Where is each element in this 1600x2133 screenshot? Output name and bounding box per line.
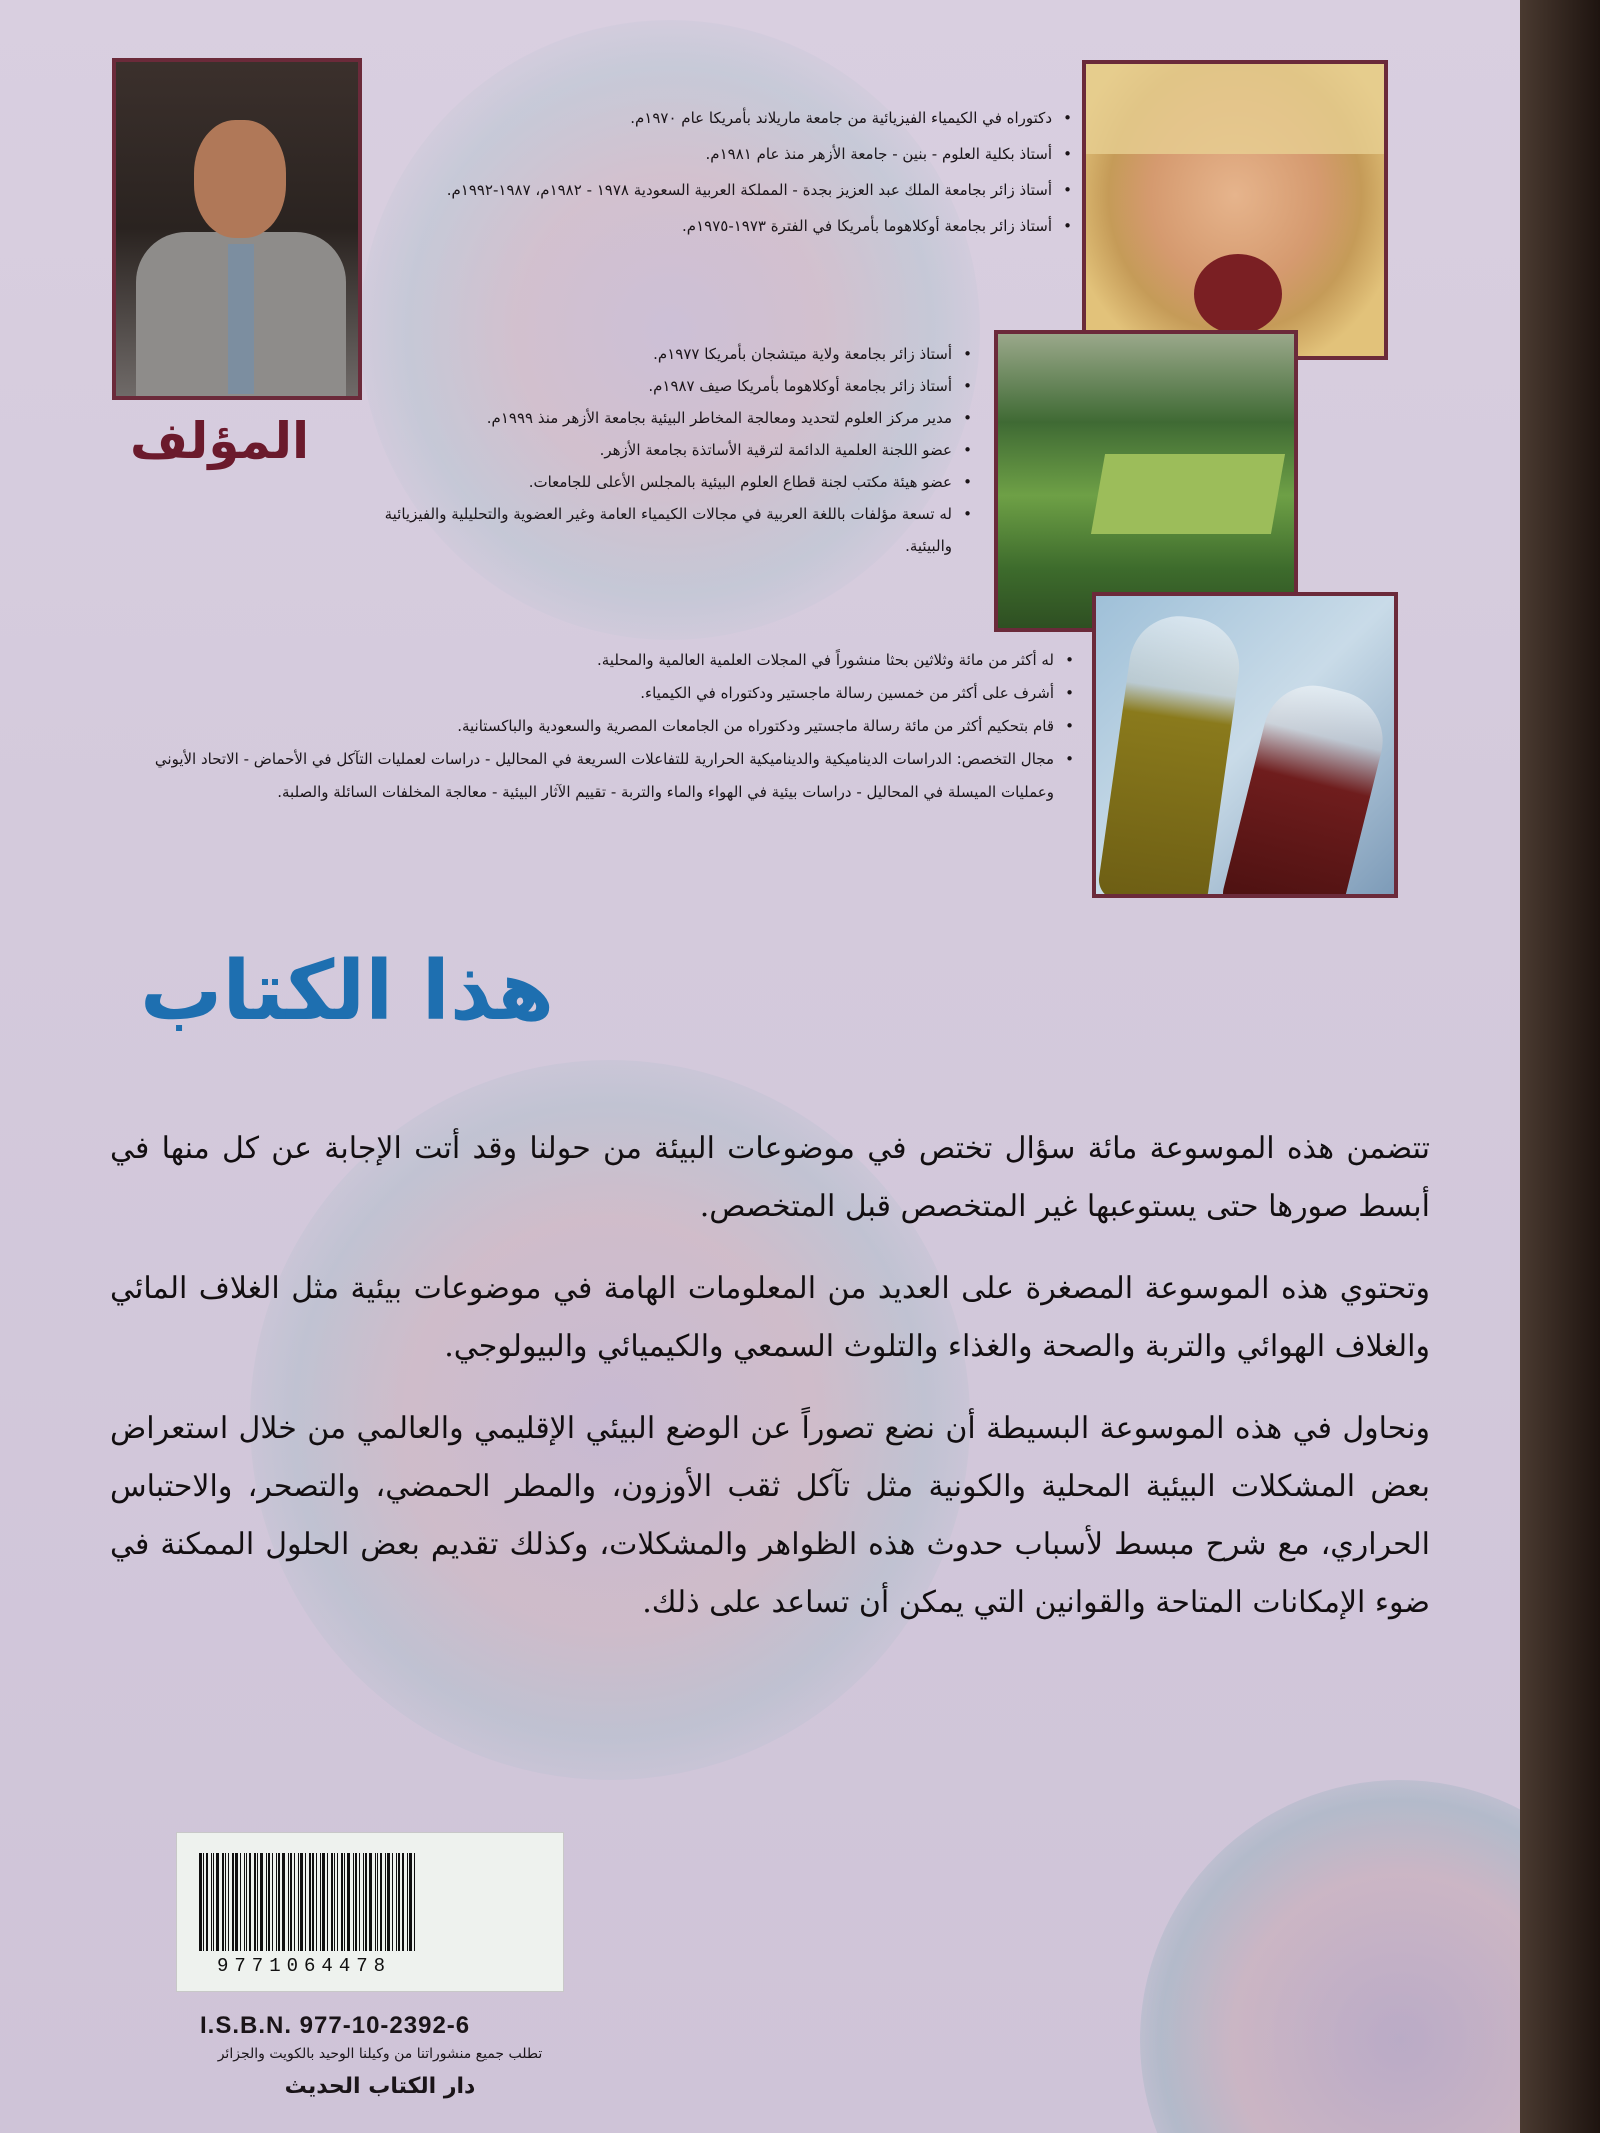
barcode-bar [254,1853,256,1951]
barcode-bar [257,1853,258,1951]
barcode-bar [298,1853,299,1951]
barcode-bar [369,1853,372,1951]
barcode-bar [199,1853,202,1951]
isbn: I.S.B.N. 977-10-2392-6 [200,2012,471,2039]
barcode-bar [232,1853,234,1951]
barcode-bar [228,1853,229,1951]
barcode-bar [331,1853,333,1951]
barcode-bar [246,1853,247,1951]
barcode-bar [203,1853,204,1951]
barcode-bar [316,1853,317,1951]
barcode-bar [278,1853,280,1951]
author-label: المؤلف [130,412,310,470]
barcode-bar [216,1853,219,1951]
barcode-bar [249,1853,251,1951]
barcode-bar [377,1853,378,1951]
decorative-cell-graphic [1140,1780,1526,2133]
bio-item: • مدير مركز العلوم لتحديد ومعالجة المخاطر البيئية بجامعة الأزهر منذ ١٩٩٩م. [360,402,972,434]
bio-item: • أستاذ بكلية العلوم - بنين - جامعة الأزهر منذ عام ١٩٨١م. [360,136,1072,172]
barcode-bar [337,1853,338,1951]
barcode-bar [375,1853,376,1951]
barcode-bar [327,1853,328,1951]
barcode-bar [385,1853,386,1951]
barcode-bar [347,1853,350,1951]
bio-item: • له تسعة مؤلفات باللغة العربية في مجالات الكيمياء العامة وغير العضوية والتحليلية والفيزيائية والبيئية. [360,498,972,562]
author-bio-list-1 [360,100,1072,244]
bio-item: • عضو اللجنة العلمية الدائمة لترقية الأساتذة بجامعة الأزهر. [360,434,972,466]
barcode-bars [199,1853,539,1951]
barcode-bar [309,1853,311,1951]
background-surface [1520,0,1600,2133]
bio-item: • أستاذ زائر بجامعة أوكلاهوما بأمريكا صيف ١٩٨٧م. [360,370,972,402]
description-paragraph: تتضمن هذه الموسوعة مائة سؤال تختص في موضوعات البيئة من حولنا وقد أتت الإجابة عن كل منها في أبسط صورها حتى يستوعبها غير المتخصص قبل المتخصص. [110,1131,1430,1224]
author-bio-list-3 [114,644,1074,809]
barcode-bar [211,1853,212,1951]
barcode-bar [305,1853,306,1951]
barcode-bar [268,1853,270,1951]
bio-item: • مجال التخصص: الدراسات الديناميكية والديناميكية الحرارية للتفاعلات السريعة في المحاليل - دراسات لعمليات التآكل في الأحماض - الاتحاد الأيوني وعمليات الميسلة في المحاليل - دراسات بيئية في الهواء والماء والتربة - تقييم الآثار البيئية - معالجة المخلفات السائلة والصلبة. [114,743,1074,809]
barcode-bar [320,1853,321,1951]
barcode-bar [334,1853,335,1951]
barcode-bar [240,1853,241,1951]
publisher-name: دار الكتاب الحديث [284,2074,476,2099]
description-paragraph: ونحاول في هذه الموسوعة البسيطة أن نضع تصوراً عن الوضع البيئي الإقليمي والعالمي من خلال استعراض بعض المشكلات البيئية المحلية والكونية مثل تآكل ثقب الأوزون، والمطر الحمضي، والتصحر، والاحتباس الحراري، مع شرح مبسط لأسباب حدوث هذه الظواهر والمشكلات، وكذلك تقديم بعض الحلول الممكنة في ضوء الإمكانات المتاحة والقوانين التي يمكن أن تساعد على ذلك. [110,1411,1430,1620]
barcode-bar [300,1853,303,1951]
barcode-bar [260,1853,263,1951]
bio-item: • أشرف على أكثر من خمسين رسالة ماجستير ودكتوراه في الكيمياء. [114,677,1074,710]
barcode-bar [288,1853,289,1951]
barcode-number: 9771064478 [217,1955,392,1977]
barcode-bar [225,1853,226,1951]
barcode-bar [398,1853,400,1951]
barcode-bar [282,1853,285,1951]
barcode-bar [213,1853,214,1951]
barcode-bar [363,1853,364,1951]
barcode-bar [312,1853,314,1951]
bio-item: • أستاذ زائر بجامعة الملك عبد العزيز بجدة - المملكة العربية السعودية ١٩٧٨ - ١٩٨٢م، ١٩٨٧-١٩٩٢م. [360,172,1072,208]
barcode-bar [365,1853,367,1951]
barcode-bar [409,1853,412,1951]
barcode-bar [380,1853,382,1951]
barcode-bar [290,1853,292,1951]
barcode-bar [344,1853,345,1951]
description-paragraph: وتحتوي هذه الموسوعة المصغرة على العديد من المعلومات الهامة في موضوعات بيئية مثل الغلاف المائي والغلاف الهوائي والتربة والصحة والغذاء والتلوث السمعي والكيميائي والبيولوجي. [110,1271,1430,1364]
barcode-bar [392,1853,393,1951]
photo-girl-headphones [1082,60,1388,360]
barcode-bar [244,1853,245,1951]
barcode-bar [402,1853,404,1951]
barcode-bar [387,1853,390,1951]
barcode-bar [396,1853,397,1951]
barcode-bar [294,1853,295,1951]
barcode-bar [414,1853,415,1951]
photo-test-tubes [1092,592,1398,898]
barcode-bar [272,1853,273,1951]
barcode-bar [359,1853,360,1951]
barcode-bar [355,1853,357,1951]
distribution-note: تطلب جميع منشوراتنا من وكيلنا الوحيد بالكويت والجزائر [217,2046,543,2062]
barcode-bar [407,1853,408,1951]
bio-item: • أستاذ زائر بجامعة ولاية ميتشجان بأمريكا ١٩٧٧م. [360,338,972,370]
bio-item: • دكتوراه في الكيمياء الفيزيائية من جامعة ماريلاند بأمريكا عام ١٩٧٠م. [360,100,1072,136]
barcode-bar [222,1853,224,1951]
barcode-bar [206,1853,208,1951]
barcode-bar [353,1853,354,1951]
barcode [176,1832,564,1992]
barcode-bar [266,1853,267,1951]
bio-item: • عضو هيئة مكتب لجنة قطاع العلوم البيئية بالمجلس الأعلى للجامعات. [360,466,972,498]
bio-item: • له أكثر من مائة وثلاثين بحثا منشوراً في المجلات العلمية العالمية والمحلية. [114,644,1074,677]
barcode-bar [322,1853,325,1951]
barcode-bar [341,1853,343,1951]
barcode-bar [235,1853,238,1951]
author-photo [112,58,362,400]
author-bio-list-2 [360,338,972,562]
book-description [110,1120,1430,1656]
barcode-bar [276,1853,277,1951]
photo-green-landscape [994,330,1298,632]
section-title: هذا الكتاب [140,944,555,1039]
bio-item: • أستاذ زائر بجامعة أوكلاهوما بأمريكا في الفترة ١٩٧٣-١٩٧٥م. [360,208,1072,244]
bio-item: • قام بتحكيم أكثر من مائة رسالة ماجستير ودكتوراه من الجامعات المصرية والسعودية والباكستانية. [114,710,1074,743]
